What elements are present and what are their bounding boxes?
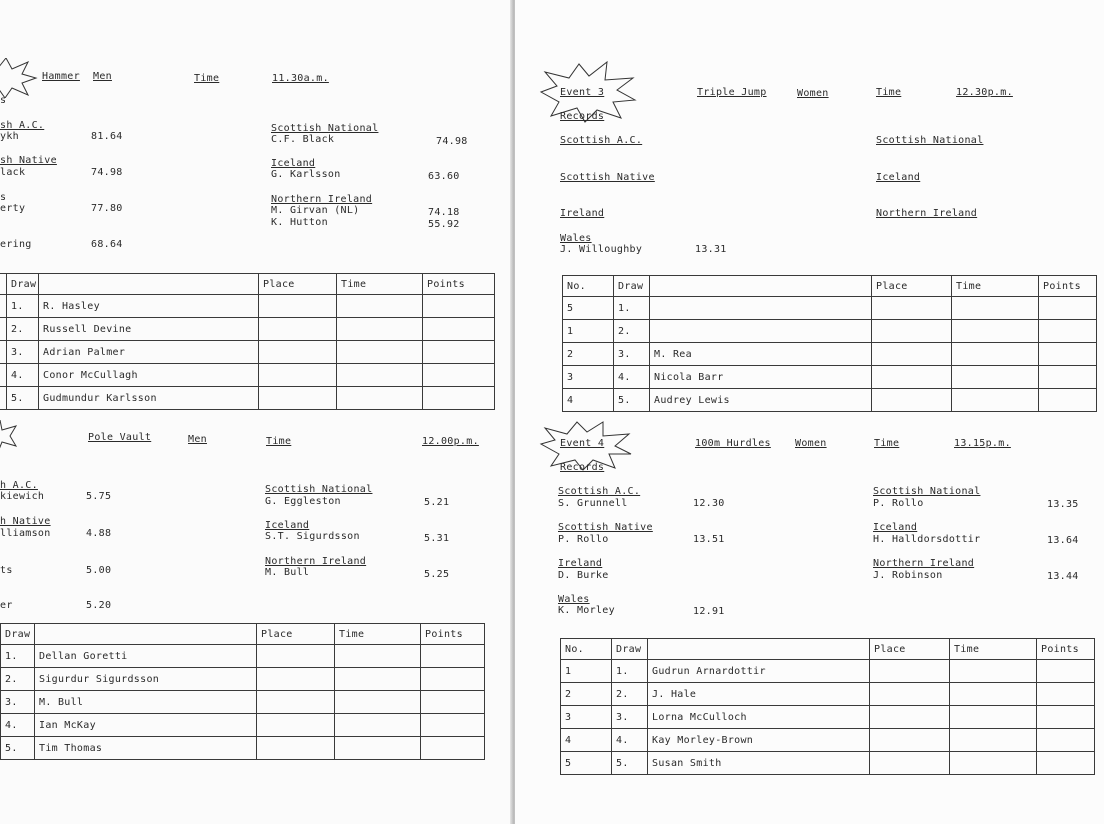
results-table <box>560 638 1095 775</box>
number-cell: 5 <box>561 752 612 775</box>
draw-cell: 1. <box>7 295 39 318</box>
right-page <box>515 0 1104 824</box>
time-cell[interactable] <box>952 320 1039 343</box>
number-cell: 4 <box>561 729 612 752</box>
points-cell[interactable] <box>1037 660 1095 683</box>
record-name: C.F. Black <box>271 134 335 145</box>
table-header-row <box>0 274 495 295</box>
event-time: 11.30a.m. <box>272 73 329 84</box>
record-name: G. Karlsson <box>271 169 341 180</box>
athlete-cell: Audrey Lewis <box>650 389 872 412</box>
table-row <box>563 320 1097 343</box>
table-header-row <box>561 639 1095 660</box>
draw-cell: 5. <box>612 752 648 775</box>
record-heading: Ireland <box>560 208 605 219</box>
points-cell[interactable] <box>1039 297 1097 320</box>
time-cell[interactable] <box>335 714 421 737</box>
record-name: ykh <box>0 131 19 142</box>
athlete-cell: Gudrun Arnardottir <box>648 660 870 683</box>
points-cell[interactable] <box>421 737 485 760</box>
draw-cell: 2. <box>612 683 648 706</box>
column-header: Draw <box>612 639 648 660</box>
record-mark: 81.64 <box>91 131 123 142</box>
event-time: 12.00p.m. <box>422 436 479 447</box>
athlete-cell: Susan Smith <box>648 752 870 775</box>
athlete-cell: Nicola Barr <box>650 366 872 389</box>
athlete-cell: R. Hasley <box>39 295 259 318</box>
time-cell[interactable] <box>950 683 1037 706</box>
results-table <box>0 623 485 760</box>
record-name: lliamson <box>0 528 51 539</box>
record-heading: Scottish Native <box>560 172 655 183</box>
draw-cell: 3. <box>612 706 648 729</box>
records-fragment: s <box>0 95 7 106</box>
table-header-row <box>563 276 1097 297</box>
points-cell[interactable] <box>1037 706 1095 729</box>
draw-cell: 5. <box>1 737 35 760</box>
draw-cell: 4. <box>614 366 650 389</box>
event-gender: Women <box>795 438 827 449</box>
points-cell[interactable] <box>423 318 495 341</box>
column-header: Time <box>335 624 421 645</box>
column-header: No. <box>563 276 614 297</box>
table-row <box>561 752 1095 775</box>
draw-cell: 1. <box>614 297 650 320</box>
athlete-cell <box>650 320 872 343</box>
points-cell[interactable] <box>1037 729 1095 752</box>
place-cell[interactable] <box>872 297 952 320</box>
record-heading: Wales <box>558 594 590 605</box>
place-cell[interactable] <box>872 320 952 343</box>
time-cell[interactable] <box>952 389 1039 412</box>
column-header: Points <box>421 624 485 645</box>
column-header: Place <box>870 639 950 660</box>
place-cell[interactable] <box>872 343 952 366</box>
athlete-cell: Lorna McCulloch <box>648 706 870 729</box>
draw-cell: 3. <box>614 343 650 366</box>
draw-cell: 5. <box>614 389 650 412</box>
records-label: Records <box>560 462 605 473</box>
record-name: K. Hutton <box>271 217 328 228</box>
record-mark: 12.91 <box>693 606 725 617</box>
record-name: er <box>0 600 13 611</box>
event-time-label: Time <box>876 87 902 98</box>
table-row <box>0 737 485 760</box>
draw-cell: 3. <box>7 341 39 364</box>
record-mark: 55.92 <box>428 219 460 230</box>
event-gender: Men <box>93 71 112 82</box>
column-header: Draw <box>1 624 35 645</box>
record-name: J. Robinson <box>873 570 943 581</box>
column-header: Points <box>1037 639 1095 660</box>
table-row <box>0 341 495 364</box>
time-cell[interactable] <box>950 706 1037 729</box>
place-cell[interactable] <box>870 752 950 775</box>
record-heading: Northern Ireland <box>873 558 975 569</box>
table-row <box>561 660 1095 683</box>
table-header-row <box>0 624 485 645</box>
table-row <box>563 297 1097 320</box>
record-name: lack <box>0 167 26 178</box>
record-heading: Scottish National <box>873 486 981 497</box>
place-cell[interactable] <box>870 729 950 752</box>
record-name: D. Burke <box>558 570 609 581</box>
place-cell[interactable] <box>259 341 337 364</box>
record-heading: Northern Ireland <box>265 556 367 567</box>
results-table <box>562 275 1097 412</box>
time-cell[interactable] <box>337 318 423 341</box>
record-heading: sh A.C. <box>0 120 45 131</box>
event-title: Hammer <box>42 71 80 82</box>
points-cell[interactable] <box>1039 366 1097 389</box>
record-heading: h Native <box>0 516 51 527</box>
record-heading: Iceland <box>876 172 921 183</box>
athlete-cell: Gudmundur Karlsson <box>39 387 259 410</box>
column-header <box>35 624 257 645</box>
table-row <box>563 389 1097 412</box>
points-cell[interactable] <box>421 645 485 668</box>
time-cell[interactable] <box>337 387 423 410</box>
event-time-label: Time <box>266 436 292 447</box>
draw-cell: 2. <box>1 668 35 691</box>
table-row <box>0 364 495 387</box>
column-header: Place <box>257 624 335 645</box>
place-cell[interactable] <box>870 683 950 706</box>
event-starburst-icon <box>0 58 38 98</box>
record-heading: Iceland <box>271 158 316 169</box>
record-mark: 74.98 <box>436 136 468 147</box>
time-cell[interactable] <box>337 364 423 387</box>
column-header: Draw <box>614 276 650 297</box>
record-name: S.T. Sigurdsson <box>265 531 360 542</box>
record-name: ts <box>0 565 13 576</box>
record-name: P. Rollo <box>873 498 924 509</box>
record-name: G. Eggleston <box>265 496 341 507</box>
record-mark: 5.20 <box>86 600 112 611</box>
time-cell[interactable] <box>335 737 421 760</box>
draw-cell: 1. <box>1 645 35 668</box>
number-cell: 1 <box>561 660 612 683</box>
draw-cell: 3. <box>1 691 35 714</box>
record-heading: Scottish A.C. <box>560 135 643 146</box>
records-label: Records <box>560 111 605 122</box>
draw-cell: 4. <box>1 714 35 737</box>
athlete-cell: Russell Devine <box>39 318 259 341</box>
record-name: K. Morley <box>558 605 615 616</box>
column-header: Points <box>1039 276 1097 297</box>
record-mark: 5.75 <box>86 491 112 502</box>
record-heading: Northern Ireland <box>876 208 978 219</box>
event-title: 100m Hurdles <box>695 438 771 449</box>
record-mark: 13.44 <box>1047 571 1079 582</box>
points-cell[interactable] <box>1037 683 1095 706</box>
place-cell[interactable] <box>259 387 337 410</box>
points-cell[interactable] <box>1039 343 1097 366</box>
record-heading: sh Native <box>0 155 57 166</box>
record-heading: Ireland <box>558 558 603 569</box>
number-cell: 3 <box>563 366 614 389</box>
place-cell[interactable] <box>259 318 337 341</box>
record-mark: 74.98 <box>91 167 123 178</box>
athlete-cell: M. Rea <box>650 343 872 366</box>
record-mark: 13.64 <box>1047 535 1079 546</box>
athlete-cell: Kay Morley-Brown <box>648 729 870 752</box>
results-table <box>0 273 495 410</box>
athlete-cell: Sigurdur Sigurdsson <box>35 668 257 691</box>
record-name: H. Halldorsdottir <box>873 534 981 545</box>
draw-cell: 4. <box>7 364 39 387</box>
time-cell[interactable] <box>950 660 1037 683</box>
record-mark: 63.60 <box>428 171 460 182</box>
record-heading: Scottish Native <box>558 522 653 533</box>
time-cell[interactable] <box>335 668 421 691</box>
record-mark: 4.88 <box>86 528 112 539</box>
athlete-cell: J. Hale <box>648 683 870 706</box>
event-starburst-icon <box>0 420 18 452</box>
record-heading: h A.C. <box>0 480 38 491</box>
table-row <box>0 318 495 341</box>
place-cell[interactable] <box>259 364 337 387</box>
number-cell: 4 <box>563 389 614 412</box>
time-cell[interactable] <box>950 752 1037 775</box>
draw-cell: 1. <box>612 660 648 683</box>
column-header: Points <box>423 274 495 295</box>
time-cell[interactable] <box>950 729 1037 752</box>
event-gender: Women <box>797 88 829 99</box>
record-name: P. Rollo <box>558 534 609 545</box>
event-time: 12.30p.m. <box>956 87 1013 98</box>
draw-cell: 2. <box>7 318 39 341</box>
time-cell[interactable] <box>337 295 423 318</box>
record-heading: Scottish A.C. <box>558 486 641 497</box>
table-row <box>0 691 485 714</box>
record-name: kiewich <box>0 491 45 502</box>
place-cell[interactable] <box>870 660 950 683</box>
place-cell[interactable] <box>870 706 950 729</box>
record-mark: 13.51 <box>693 534 725 545</box>
place-cell[interactable] <box>257 645 335 668</box>
points-cell[interactable] <box>423 295 495 318</box>
points-cell[interactable] <box>1039 320 1097 343</box>
points-cell[interactable] <box>421 714 485 737</box>
number-cell: 2 <box>563 343 614 366</box>
table-row <box>0 295 495 318</box>
points-cell[interactable] <box>423 387 495 410</box>
record-mark: 77.80 <box>91 203 123 214</box>
athlete-cell: Dellan Goretti <box>35 645 257 668</box>
record-mark: 13.31 <box>695 244 727 255</box>
draw-cell: 4. <box>612 729 648 752</box>
number-cell: 1 <box>563 320 614 343</box>
place-cell[interactable] <box>872 366 952 389</box>
athlete-cell: Ian McKay <box>35 714 257 737</box>
athlete-cell: Tim Thomas <box>35 737 257 760</box>
record-mark: 74.18 <box>428 207 460 218</box>
place-cell[interactable] <box>257 737 335 760</box>
record-heading: Iceland <box>873 522 918 533</box>
table-row <box>0 387 495 410</box>
event-gender: Men <box>188 434 207 445</box>
column-header <box>648 639 870 660</box>
record-mark: 13.35 <box>1047 499 1079 510</box>
time-cell[interactable] <box>337 341 423 364</box>
draw-cell: 2. <box>614 320 650 343</box>
record-heading: Northern Ireland <box>271 194 373 205</box>
record-name: S. Grunnell <box>558 498 628 509</box>
column-header: Draw <box>7 274 39 295</box>
record-heading: Scottish National <box>265 484 373 495</box>
points-cell[interactable] <box>1039 389 1097 412</box>
record-heading: Scottish National <box>271 123 379 134</box>
record-mark: 68.64 <box>91 239 123 250</box>
event-label: Event 4 <box>560 438 605 449</box>
event-title: Pole Vault <box>88 432 152 443</box>
event-time: 13.15p.m. <box>954 438 1011 449</box>
column-header: Time <box>337 274 423 295</box>
table-row <box>561 729 1095 752</box>
record-name: ering <box>0 239 32 250</box>
draw-cell: 5. <box>7 387 39 410</box>
time-cell[interactable] <box>335 645 421 668</box>
points-cell[interactable] <box>423 364 495 387</box>
record-mark: 12.30 <box>693 498 725 509</box>
table-row <box>561 706 1095 729</box>
table-row <box>561 683 1095 706</box>
time-cell[interactable] <box>952 366 1039 389</box>
time-cell[interactable] <box>952 297 1039 320</box>
record-name: erty <box>0 203 26 214</box>
record-name: J. Willoughby <box>560 244 643 255</box>
column-header: No. <box>561 639 612 660</box>
column-header <box>39 274 259 295</box>
record-mark: 5.21 <box>424 497 450 508</box>
athlete-cell: Adrian Palmer <box>39 341 259 364</box>
record-heading: Scottish National <box>876 135 984 146</box>
points-cell[interactable] <box>423 341 495 364</box>
number-cell: 5 <box>563 297 614 320</box>
place-cell[interactable] <box>872 389 952 412</box>
place-cell[interactable] <box>257 714 335 737</box>
number-cell: 2 <box>561 683 612 706</box>
record-heading: Wales <box>560 233 592 244</box>
record-name: M. Girvan (NL) <box>271 205 360 216</box>
place-cell[interactable] <box>257 668 335 691</box>
record-heading: Iceland <box>265 520 310 531</box>
table-row <box>0 714 485 737</box>
column-header: Place <box>259 274 337 295</box>
athlete-cell: M. Bull <box>35 691 257 714</box>
points-cell[interactable] <box>421 668 485 691</box>
place-cell[interactable] <box>257 691 335 714</box>
table-row <box>0 668 485 691</box>
points-cell[interactable] <box>421 691 485 714</box>
athlete-cell <box>650 297 872 320</box>
place-cell[interactable] <box>259 295 337 318</box>
left-page <box>0 0 512 824</box>
athlete-cell: Conor McCullagh <box>39 364 259 387</box>
table-row <box>0 645 485 668</box>
event-time-label: Time <box>194 73 220 84</box>
column-header: Time <box>950 639 1037 660</box>
column-header: Time <box>952 276 1039 297</box>
time-cell[interactable] <box>952 343 1039 366</box>
record-mark: 5.00 <box>86 565 112 576</box>
table-row <box>563 343 1097 366</box>
column-header <box>650 276 872 297</box>
table-row <box>563 366 1097 389</box>
number-cell: 3 <box>561 706 612 729</box>
time-cell[interactable] <box>335 691 421 714</box>
column-header: Place <box>872 276 952 297</box>
record-name: M. Bull <box>265 567 310 578</box>
event-label: Event 3 <box>560 87 605 98</box>
event-title: Triple Jump <box>697 87 767 98</box>
record-heading: s <box>0 192 7 203</box>
record-mark: 5.25 <box>424 569 450 580</box>
points-cell[interactable] <box>1037 752 1095 775</box>
event-time-label: Time <box>874 438 900 449</box>
record-mark: 5.31 <box>424 533 450 544</box>
